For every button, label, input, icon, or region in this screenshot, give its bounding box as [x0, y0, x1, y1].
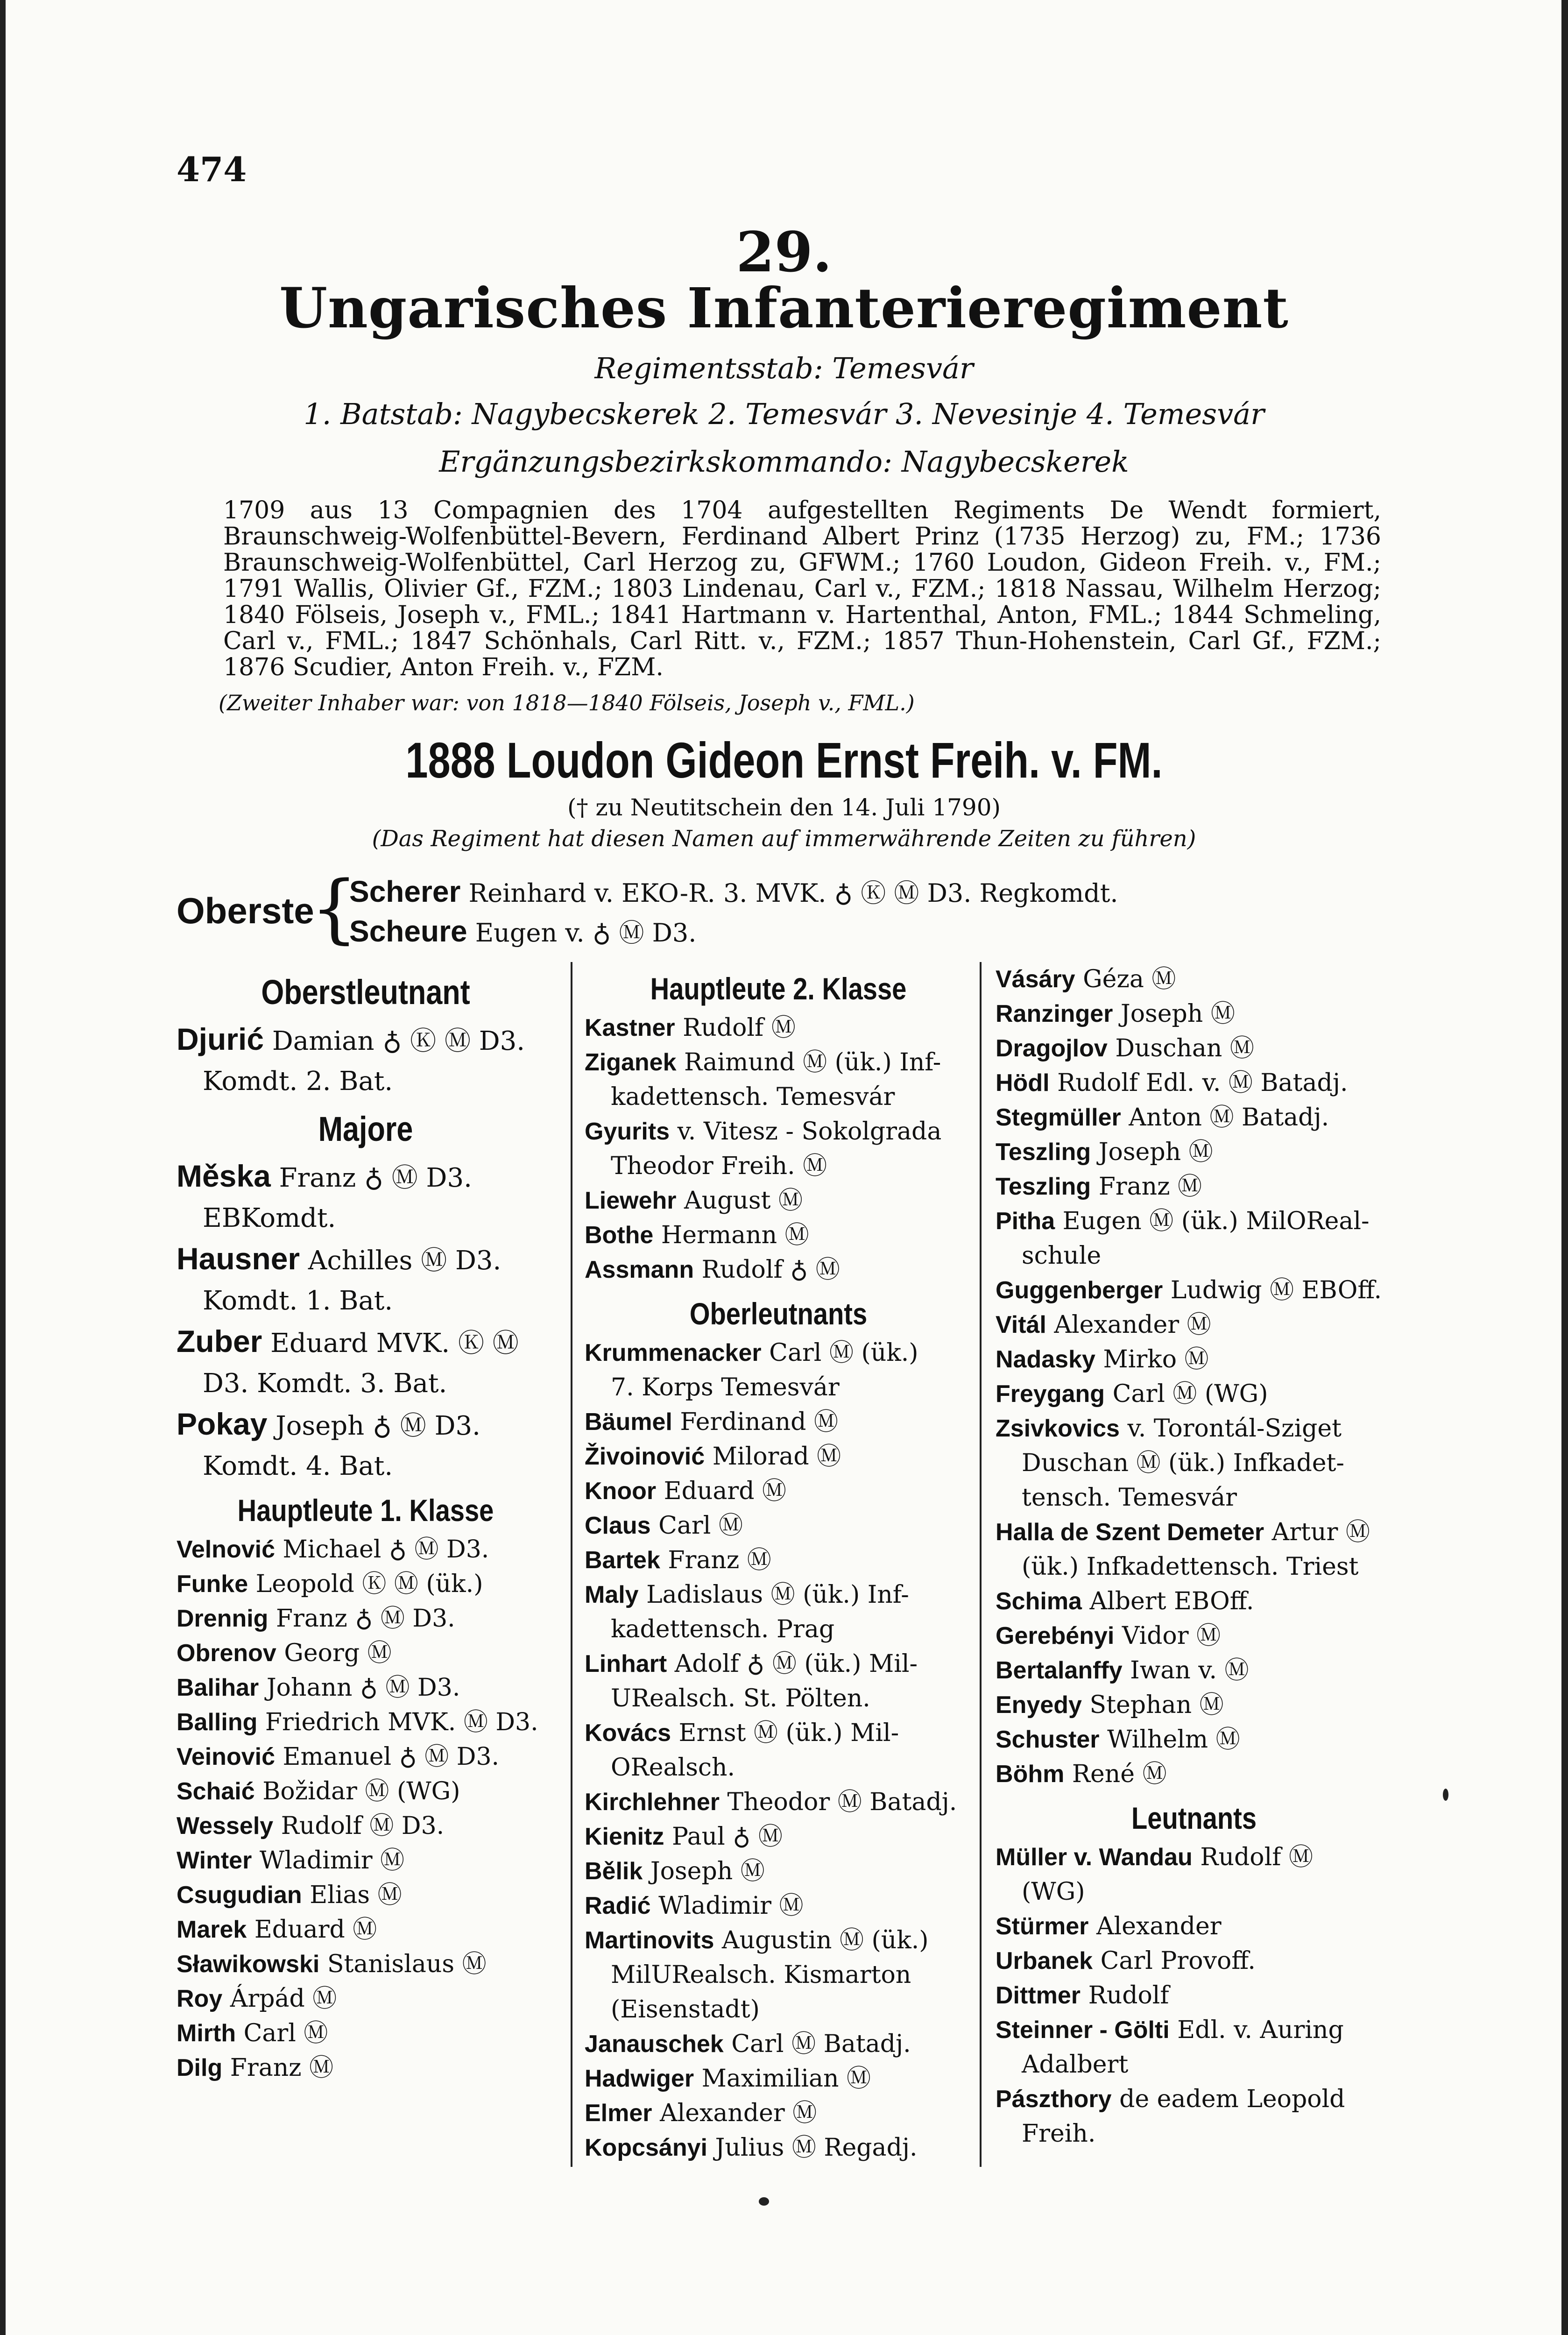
officer-name: Pászthory [996, 2086, 1112, 2113]
officer-entry [585, 1854, 972, 1889]
section-heading: Majore [318, 1110, 413, 1148]
officer-details: de eadem Leopold [1119, 2085, 1345, 2113]
officer-entry [996, 1653, 1392, 1688]
officer-details: Alexander Ⓜ [660, 2099, 817, 2127]
regimentsstab: Regimentsstab: Temesvár [594, 351, 974, 385]
officer-details-continued: Komdt. 2. Bat. [203, 1066, 393, 1097]
officer-name: Claus [585, 1512, 651, 1539]
officer-details: Ernst Ⓜ (ük.) Mil- [678, 1719, 899, 1747]
officer-details: Joseph Ⓜ [1098, 1138, 1213, 1166]
officer-entry [585, 1785, 972, 1819]
officer-name: Nadasky [996, 1346, 1095, 1373]
officer-name: Sławikowski [177, 1951, 320, 1978]
officer-details-continued: Freih. [1022, 2120, 1096, 2148]
officer-name: Assmann [585, 1256, 694, 1283]
column-right [996, 962, 1392, 2151]
officer-name: Teszling [996, 1173, 1091, 1200]
officer-name: Dragojlov [996, 1035, 1108, 1062]
officer-details: Carl Ⓜ [243, 2019, 328, 2047]
officer-details: René Ⓜ [1072, 1760, 1167, 1788]
officer-details: Eduard Ⓜ [254, 1916, 377, 1944]
officer-details: Carl Ⓜ (ük.) [769, 1339, 918, 1367]
officer-entry [585, 1923, 972, 1958]
officer-name: Elmer [585, 2100, 652, 2127]
officer-details: Adolf ♁ Ⓜ (ük.) Mil- [674, 1650, 918, 1678]
officer-entry [177, 1601, 555, 1636]
officer-name: Linhart [585, 1650, 667, 1677]
officer-entry [585, 1252, 972, 1287]
officer-details: Carl Ⓜ Batadj. [731, 2030, 911, 2058]
officer-name: Krummenacker [585, 1339, 762, 1366]
officer-details: Wladimir Ⓜ [259, 1847, 405, 1875]
officer-entry [996, 1411, 1392, 1446]
officer-details: Alexander [1096, 1912, 1222, 1940]
officer-entry [585, 2027, 972, 2061]
column-middle [585, 962, 972, 2165]
officer-name: Dilg [177, 2054, 223, 2081]
officer-name: Velnović [177, 1536, 275, 1563]
officer-details-continued: kadettensch. Prag [611, 1615, 835, 1643]
chief-death-note: († zu Neutitschein den 14. Juli 1790) [567, 794, 1001, 821]
section-heading: Hauptleute 2. Klasse [650, 971, 907, 1006]
officer-details: Maximilian Ⓜ [701, 2065, 871, 2093]
regiment-number: 29. [736, 219, 832, 284]
page-number: 474 [177, 149, 247, 189]
officer-entry [585, 1474, 972, 1508]
officer-name: Wessely [177, 1812, 274, 1840]
officer-details: Božidar Ⓜ (WG) [262, 1777, 460, 1805]
officer-details: Carl Ⓜ [658, 1512, 743, 1540]
officer-details: Vidor Ⓜ [1122, 1622, 1221, 1650]
officer-name: Stürmer [996, 1913, 1089, 1940]
officer-entry [177, 1878, 555, 1912]
officer-details: Raimund Ⓜ (ük.) Inf- [684, 1048, 941, 1076]
officer-name: Roy [177, 1985, 223, 2012]
officer-entry [177, 1981, 555, 2016]
officer-name: Kopcsányi [585, 2134, 707, 2161]
officer-entry [996, 1840, 1392, 1875]
officer-name: Bäumel [585, 1408, 672, 1436]
officer-details: Carl Ⓜ (WG) [1112, 1380, 1268, 1408]
officer-entry [585, 1578, 972, 1612]
officer-entry [996, 1204, 1392, 1238]
officer-entry [585, 1716, 972, 1750]
chief-permanent-note: (Das Regiment hat diesen Namen auf immerwährende Zeiten zu führen) [372, 826, 1196, 852]
column-left [177, 962, 555, 2085]
officer-details-continued: tensch. Temesvár [1022, 1484, 1237, 1512]
officer-entry [177, 2051, 555, 2085]
officer-name: Gerebényi [996, 1622, 1115, 1649]
officer-details-continued: kadettensch. Temesvár [611, 1083, 895, 1111]
officer-entry [996, 1135, 1392, 1169]
officer-details: Ludwig Ⓜ EBOff. [1170, 1276, 1382, 1304]
officer-name: Bělik [585, 1858, 643, 1885]
ink-speck [1443, 1789, 1448, 1801]
officer-details: Joseph ♁ Ⓜ D3. [275, 1411, 480, 1441]
officer-name: Kirchlehner [585, 1789, 720, 1816]
officer-details: Franz Ⓜ [668, 1546, 771, 1574]
officer-details: Anton Ⓜ Batadj. [1129, 1104, 1329, 1132]
officer-name: Hausner [177, 1241, 300, 1276]
officer-entry [177, 1407, 555, 1443]
officer-details: Duschan Ⓜ [1115, 1034, 1254, 1062]
officer-entry [585, 1114, 972, 1149]
officer-name: Kovács [585, 1719, 671, 1747]
officer-details-continued: (WG) [1022, 1878, 1085, 1906]
officer-name: Marek [177, 1916, 247, 1943]
officer-entry [996, 962, 1392, 997]
officer-entry [585, 1819, 972, 1854]
officer-entry [585, 1011, 972, 1045]
officer-entry [585, 1889, 972, 1923]
officer-details: Eugen Ⓜ (ük.) MilOReal- [1062, 1207, 1370, 1235]
officer-details: Hermann Ⓜ [661, 1221, 809, 1249]
section-heading: Oberstleutnant [261, 973, 470, 1012]
officer-name: Teszling [996, 1139, 1091, 1166]
officer-details-continued: schule [1022, 1242, 1102, 1270]
history-text: 1709 aus 13 Compagnien des 1704 aufgestellten Regiments De Wendt formiert, Braunschweig-Wolfenbüttel-Bevern, Ferdinand Albert Prinz (1735 Herzog) zu, FM.; 1736 Braunschweig-Wolfenbüttel, Carl Herzog zu, GFWM.; 1760 Loudon, Gideon Freih. v., FM.; 1791 Wallis, Olivier Gf., FZM.; 1803 Lindenau, Carl v., FZM.; 1818 Nassau, Wilhelm Herzog; 1840 Fölseis, Joseph v., FML.; 1841 Hartmann v. Hartenthal, Anton, FML.; 1844 Schmeling, Carl v., FML.; 1847 Schönhals, Carl Ritt. v., FZM.; 1857 Thun-Hohenstein, Carl Gf., FZM.; 1876 Scudier, Anton Freih. v., FZM. [223, 496, 1381, 681]
officer-entry [996, 1273, 1392, 1308]
officer-details: Eduard Ⓜ [664, 1477, 787, 1505]
officer-details: Wilhelm Ⓜ [1107, 1726, 1240, 1754]
officer-details: v. Vitesz - Sokolgrada [677, 1118, 942, 1146]
officer-name: Maly [585, 1581, 639, 1608]
officer-name: Dittmer [996, 1982, 1081, 2009]
officer-details: Stephan Ⓜ [1089, 1691, 1224, 1719]
officer-details: Eduard MVK. Ⓚ Ⓜ [270, 1328, 519, 1359]
officer-details-continued: EBKomdt. [203, 1203, 336, 1233]
officer-entry [177, 1774, 555, 1809]
section-heading: Leutnants [1131, 1801, 1257, 1835]
officer-entry [996, 2082, 1392, 2116]
officer-entry [996, 1688, 1392, 1722]
officer-name: Urbanek [996, 1947, 1093, 1974]
officer-name: Hödl [996, 1069, 1050, 1097]
officer-name: Böhm [996, 1761, 1065, 1788]
officer-name: Gyurits [585, 1118, 670, 1145]
officer-entry [177, 1947, 555, 1981]
officer-name: Schima [996, 1588, 1082, 1615]
officer-entry [996, 2013, 1392, 2047]
oberst-name: Scherer [349, 875, 461, 908]
officer-details: Árpád Ⓜ [230, 1985, 337, 2013]
officer-entry [996, 1909, 1392, 1944]
second-owner-note: (Zweiter Inhaber war: von 1818—1840 Fölseis, Joseph v., FML.) [219, 690, 915, 715]
officer-entry [177, 1809, 555, 1843]
oberst-entry [349, 873, 1118, 909]
officer-entry [177, 1324, 555, 1361]
officer-entry [177, 1740, 555, 1774]
officer-name: Ranzinger [996, 1000, 1113, 1027]
officer-name: Mirth [177, 2020, 236, 2047]
officer-entry [177, 1843, 555, 1878]
officer-name: Knoor [585, 1478, 657, 1505]
officer-entry [177, 1912, 555, 1947]
officer-details: Franz ♁ Ⓜ D3. [279, 1163, 472, 1193]
officer-entry [177, 1636, 555, 1670]
officer-details: Joseph Ⓜ [650, 1857, 765, 1885]
officer-details: Alexander Ⓜ [1054, 1311, 1211, 1339]
officer-details: Emanuel ♁ Ⓜ D3. [283, 1743, 500, 1771]
officer-details: August Ⓜ [684, 1187, 803, 1215]
ergaenzung: Ergänzungsbezirkskommando: Nagybecskerek [439, 445, 1129, 479]
officer-name: Bertalanffy [996, 1657, 1123, 1684]
officer-name: Pitha [996, 1208, 1055, 1235]
officer-details: Michael ♁ Ⓜ D3. [283, 1535, 489, 1564]
officer-entry [996, 1342, 1392, 1377]
officer-entry [177, 1159, 555, 1196]
officer-details: Iwan v. Ⓜ [1130, 1656, 1249, 1684]
officer-details: Paul ♁ Ⓜ [671, 1823, 783, 1851]
officer-name: Vitál [996, 1311, 1046, 1338]
officer-name: Freygang [996, 1380, 1105, 1408]
officer-entry [177, 1705, 555, 1740]
officer-entry [585, 1543, 972, 1578]
officer-name: Djurić [177, 1022, 264, 1056]
officer-name: Funke [177, 1571, 248, 1598]
officer-entry [585, 1183, 972, 1218]
section-heading: Hauptleute 1. Klasse [237, 1493, 494, 1528]
officer-details: Géza Ⓜ [1083, 965, 1176, 993]
officer-name: Bartek [585, 1547, 660, 1574]
officer-entry [996, 1722, 1392, 1757]
officer-name: Liewehr [585, 1187, 677, 1214]
officer-name: Živoinović [585, 1443, 705, 1470]
officer-entry [996, 1308, 1392, 1342]
officer-entry [585, 1508, 972, 1543]
officer-entry [585, 1336, 972, 1370]
chief-heading: 1888 Loudon Gideon Ernst Freih. v. FM. [405, 732, 1163, 788]
officer-name: Stegmüller [996, 1104, 1121, 1131]
officer-entry [996, 1619, 1392, 1653]
officer-details-continued: Komdt. 4. Bat. [203, 1451, 393, 1481]
officer-name: Zuber [177, 1324, 262, 1359]
officer-details: Augustin Ⓜ (ük.) [721, 1926, 929, 1954]
officer-details: Albert EBOff. [1089, 1587, 1254, 1615]
officer-details: Damian ♁ Ⓚ Ⓜ D3. [272, 1026, 525, 1056]
officer-name: Drennig [177, 1605, 268, 1632]
officer-details: Milorad Ⓜ [712, 1443, 841, 1471]
officer-details: Julius Ⓜ Regadj. [715, 2134, 918, 2162]
officer-entry [585, 1647, 972, 1681]
officer-entry [996, 1757, 1392, 1791]
officer-details-continued: MilURealsch. Kismarton [611, 1961, 911, 1989]
officer-details: Rudolf [1088, 1981, 1169, 2010]
officer-entry [996, 1066, 1392, 1100]
officer-details-continued: Adalbert [1022, 2051, 1129, 2079]
officer-entry [585, 2061, 972, 2096]
officer-details-continued: Komdt. 1. Bat. [203, 1286, 393, 1316]
officer-details: Georg Ⓜ [284, 1639, 392, 1667]
oberst-details: Eugen v. ♁ Ⓜ D3. [475, 918, 697, 948]
officer-name: Vásáry [996, 966, 1075, 993]
officer-name: Balling [177, 1709, 258, 1736]
oberst-details: Reinhard v. EKO-R. 3. MVK. ♁ Ⓚ Ⓜ D3. Regkomdt. [468, 878, 1118, 908]
officer-entry [996, 1978, 1392, 2013]
column-divider [571, 962, 572, 2167]
officer-details: Ferdinand Ⓜ [680, 1408, 838, 1436]
batstab: 1. Batstab: Nagybecskerek 2. Temesvár 3. Nevesinje 4. Temesvár [304, 397, 1264, 431]
officer-entry [996, 1515, 1392, 1550]
officer-details: Theodor Ⓜ Batadj. [727, 1788, 957, 1816]
officer-details-continued: Duschan Ⓜ (ük.) Infkadet- [1022, 1449, 1344, 1477]
officer-name: Zsivkovics [996, 1415, 1120, 1442]
officer-details: Friedrich MVK. Ⓜ D3. [265, 1708, 538, 1736]
officer-details: Johann ♁ Ⓜ D3. [266, 1674, 460, 1702]
oberst-name: Scheure [349, 914, 467, 948]
officer-details-continued: (ük.) Infkadettensch. Triest [1022, 1553, 1359, 1581]
officer-entry [585, 2130, 972, 2165]
officer-details: Carl Provoff. [1100, 1947, 1256, 1975]
officer-details: Mirko Ⓜ [1103, 1345, 1209, 1373]
officer-name: Pokay [177, 1407, 268, 1441]
officer-entry [996, 997, 1392, 1031]
officer-details: Leopold Ⓚ Ⓜ (ük.) [255, 1570, 483, 1598]
officer-name: Hadwiger [585, 2065, 694, 2092]
officer-details-continued: Theodor Freih. Ⓜ [611, 1152, 827, 1180]
brace-icon: { [311, 864, 358, 952]
officer-name: Měska [177, 1159, 271, 1193]
officer-name: Csugudian [177, 1882, 302, 1909]
oberst-entry [349, 913, 696, 949]
officer-entry [996, 1169, 1392, 1204]
officer-entry [585, 1405, 972, 1439]
officer-details: Franz Ⓜ [1098, 1173, 1202, 1201]
officer-details-continued: (Eisenstadt) [611, 1995, 760, 2024]
officer-details: Wladimir Ⓜ [658, 1892, 804, 1920]
history-block [219, 496, 1381, 716]
officer-entry [585, 1439, 972, 1474]
officer-name: Halla de Szent Demeter [996, 1519, 1264, 1546]
officer-entry [996, 1944, 1392, 1978]
officer-entry [177, 1532, 555, 1567]
officer-details: Franz Ⓜ [230, 2054, 334, 2082]
officer-entry [177, 1567, 555, 1601]
officer-name: Steinner - Gölti [996, 2017, 1170, 2044]
section-heading: Oberleutnants [689, 1296, 868, 1331]
officer-details-continued: D3. Komdt. 3. Bat. [203, 1368, 447, 1399]
officer-entry [996, 1031, 1392, 1066]
officer-name: Müller v. Wandau [996, 1844, 1193, 1871]
officer-name: Veinović [177, 1743, 275, 1770]
officer-name: Bothe [585, 1222, 654, 1249]
officer-details: Rudolf Ⓜ [683, 1014, 796, 1042]
officer-name: Schaić [177, 1778, 255, 1805]
officer-details: Achilles Ⓜ D3. [308, 1245, 501, 1276]
officer-details: Rudolf Edl. v. Ⓜ Batadj. [1057, 1069, 1348, 1097]
officer-details: Joseph Ⓜ [1120, 1000, 1235, 1028]
page-title: Ungarisches Infanterieregiment [279, 276, 1289, 340]
officer-name: Janauschek [585, 2031, 724, 2058]
officer-entry [177, 2016, 555, 2051]
officer-name: Kastner [585, 1014, 675, 1041]
ink-speck [759, 2197, 769, 2206]
officer-details-continued: ORealsch. [611, 1754, 735, 1782]
officer-details: Elias Ⓜ [310, 1881, 402, 1909]
officer-details-continued: 7. Korps Temesvár [611, 1373, 840, 1401]
officer-details: Rudolf Ⓜ [1200, 1843, 1314, 1871]
officer-entry [585, 1218, 972, 1252]
officer-entry [996, 1100, 1392, 1135]
officer-details-continued: URealsch. St. Pölten. [611, 1684, 870, 1712]
officer-name: Schuster [996, 1726, 1100, 1753]
oberste-label: Oberste [177, 890, 314, 931]
officer-entry [177, 1022, 555, 1059]
officer-details: Rudolf Ⓜ D3. [281, 1812, 445, 1840]
officer-details: Rudolf ♁ Ⓜ [701, 1256, 840, 1284]
officer-name: Enyedy [996, 1691, 1082, 1719]
officer-entry [177, 1241, 555, 1278]
officer-name: Martinovits [585, 1927, 714, 1954]
officer-details: Franz ♁ Ⓜ D3. [275, 1605, 455, 1633]
officer-details: Stanislaus Ⓜ [327, 1950, 487, 1978]
officer-entry [177, 1670, 555, 1705]
officer-entry [996, 1584, 1392, 1619]
officer-name: Balihar [177, 1674, 259, 1701]
officer-details: v. Torontál-Sziget [1127, 1415, 1342, 1443]
column-divider [980, 962, 982, 2167]
officer-name: Winter [177, 1847, 252, 1874]
officer-name: Radić [585, 1892, 651, 1919]
officer-entry [585, 2096, 972, 2130]
officer-name: Obrenov [177, 1640, 276, 1667]
officer-details: Ladislaus Ⓜ (ük.) Inf- [646, 1581, 909, 1609]
officer-details: Edl. v. Auring [1177, 2016, 1344, 2044]
officer-details: Artur Ⓜ [1271, 1518, 1370, 1546]
officer-name: Ziganek [585, 1049, 677, 1076]
officer-entry [585, 1045, 972, 1080]
officer-name: Guggenberger [996, 1277, 1163, 1304]
officer-name: Kienitz [585, 1823, 664, 1850]
officer-entry [996, 1377, 1392, 1411]
